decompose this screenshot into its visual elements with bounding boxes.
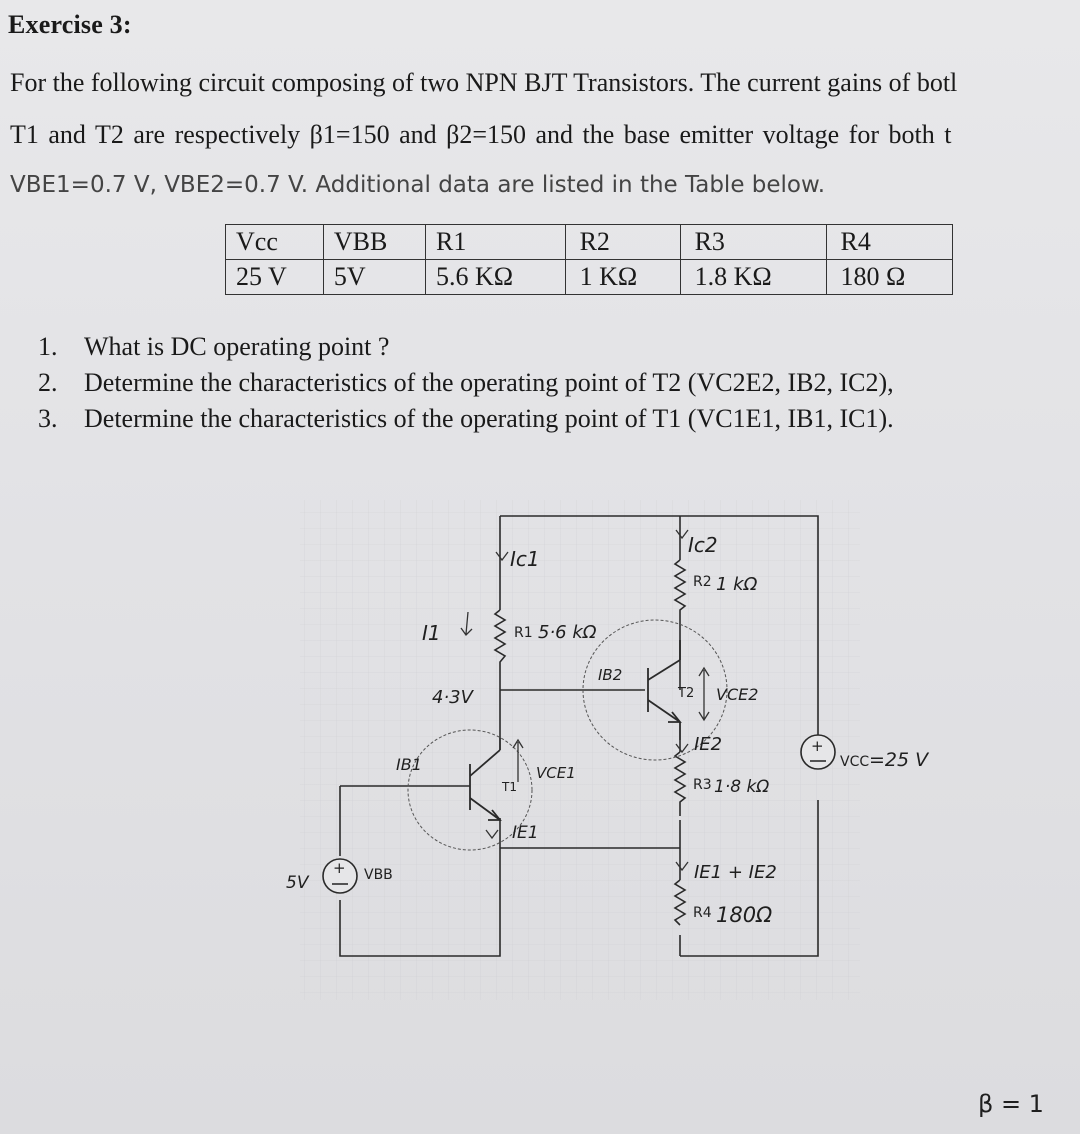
header-r3: R3 <box>680 225 826 260</box>
ie-sum-note: IE1 + IE2 <box>694 862 777 883</box>
r3-label: R3 <box>693 777 712 793</box>
node-voltage-note: 4·3V <box>432 687 473 708</box>
svg-text:+: + <box>333 859 346 877</box>
vcc-value-note: =25 V <box>869 749 929 771</box>
t1-label: T1 <box>502 780 517 794</box>
ic2-note: Ic2 <box>688 533 718 557</box>
vce1-note: VCE1 <box>536 764 576 782</box>
intro-line-1: For the following circuit composing of two NPN BJT Transistors. The current gains of botl <box>10 68 958 97</box>
vcc-source <box>801 735 835 769</box>
r4-label: R4 <box>693 905 712 921</box>
r2-value-note: 1 kΩ <box>716 574 758 595</box>
question-item: 3. Determine the characteristics of the operating point of T1 (VC1E1, IB1, IC1). <box>38 404 894 433</box>
i1-note: I1 <box>422 621 441 645</box>
header-r2: R2 <box>565 225 680 260</box>
ie2-note: IE2 <box>694 734 723 755</box>
ie1-note: IE1 <box>512 823 539 843</box>
r3-value-note: 1·8 kΩ <box>714 777 770 797</box>
value-r3: 1.8 KΩ <box>680 260 826 295</box>
ib1-note: IB1 <box>396 755 422 774</box>
exercise-title: Exercise 3: <box>8 10 132 39</box>
t2-label: T2 <box>678 686 695 701</box>
vcc-label: VCC <box>840 754 870 770</box>
r2-label: R2 <box>693 574 712 590</box>
vbb-value-note: 5V <box>286 873 309 893</box>
vbb-source <box>323 859 357 893</box>
value-vcc: 25 V <box>226 260 324 295</box>
question-item: 1. What is DC operating point ? <box>38 332 390 361</box>
ic1-note: Ic1 <box>510 547 540 571</box>
ib2-note: IB2 <box>598 666 623 684</box>
header-vbb: VBB <box>323 225 425 260</box>
value-r1: 5.6 KΩ <box>426 260 566 295</box>
header-r4: R4 <box>826 225 953 260</box>
corner-note: β = 1 <box>978 1090 1044 1118</box>
value-r4: 180 Ω <box>826 260 953 295</box>
vce2-note: VCE2 <box>716 685 759 704</box>
vbb-label: VBB <box>364 867 393 883</box>
intro-line-2: T1 and T2 are respectively β1=150 and β2=150 and the base emitter voltage for both t <box>10 120 952 149</box>
intro-line-3: VBE1=0.7 V, VBE2=0.7 V. Additional data are listed in the Table below. <box>10 172 826 198</box>
header-vcc: Vcc <box>226 225 324 260</box>
value-vbb: 5V <box>323 260 425 295</box>
graph-paper <box>300 500 860 1000</box>
header-r1: R1 <box>426 225 566 260</box>
question-item: 2. Determine the characteristics of the operating point of T2 (VC2E2, IB2, IC2), <box>38 368 894 397</box>
r1-value-note: 5·6 kΩ <box>538 622 597 643</box>
svg-text:+: + <box>811 737 824 755</box>
value-r2: 1 KΩ <box>565 260 680 295</box>
r1-label: R1 <box>514 625 533 641</box>
r4-value-note: 180Ω <box>716 903 773 927</box>
